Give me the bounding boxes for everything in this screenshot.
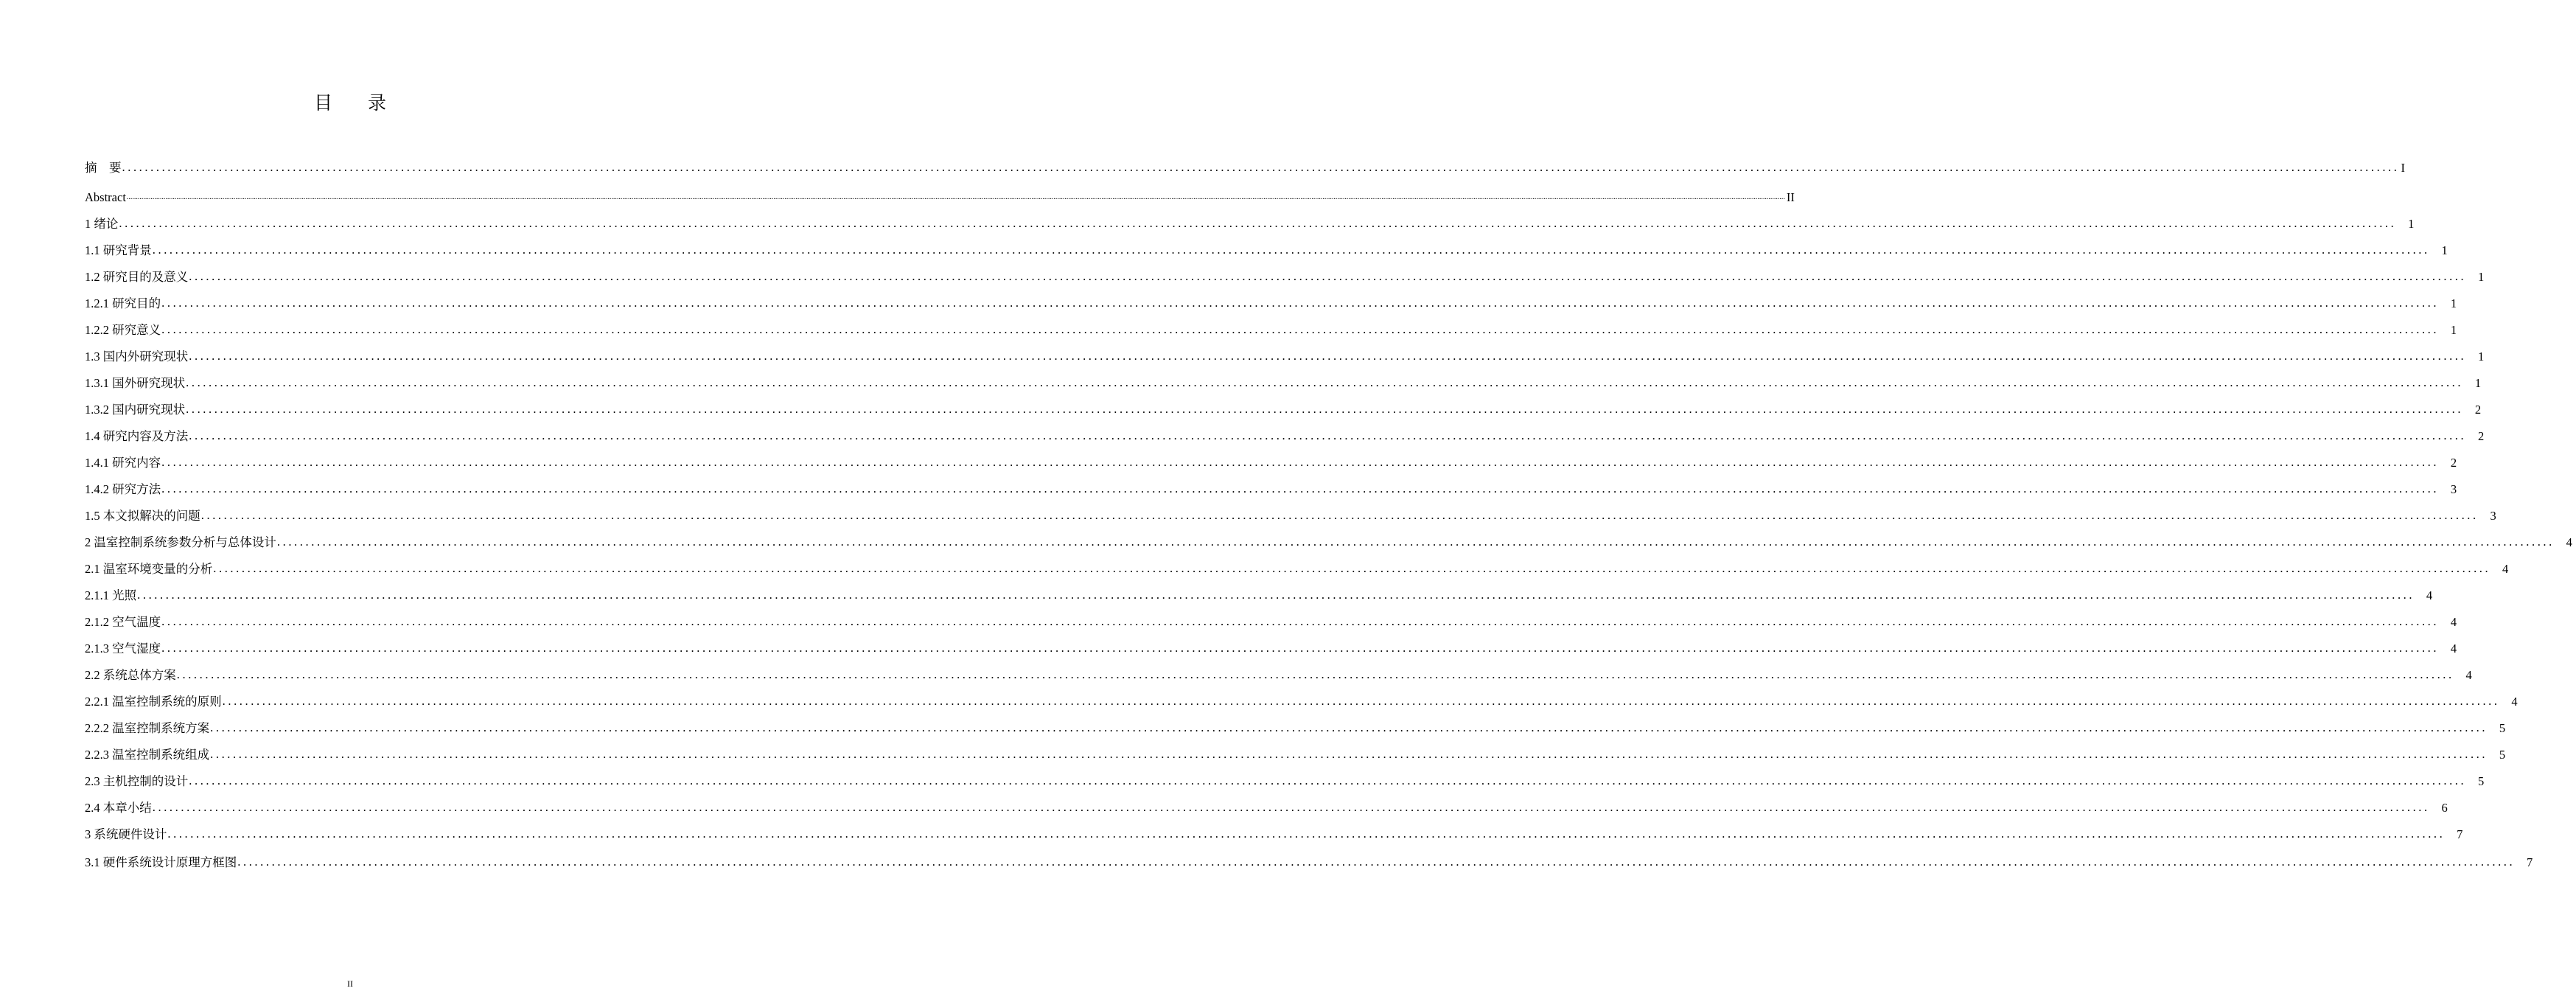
toc-dot-leader: ................................................................................................................................................................................................................................................................................................................................................................................................................ — [152, 243, 2430, 257]
toc-dot-leader: ................................................................................................................................................................................................................................................................................................................................................................................................................ — [152, 800, 2430, 814]
toc-entry-page-number: 2 — [2474, 403, 2482, 417]
toc-entry-page-number: 5 — [2499, 721, 2506, 735]
toc-entry[interactable] — [85, 183, 1795, 205]
toc-entry-page-number: 4 — [2465, 668, 2472, 682]
toc-dot-leader: ................................................................................................................................................................................................................................................................................................................................................................................................................ — [186, 402, 2464, 416]
toc-entry-label: 1.4.2 研究方法 — [85, 482, 161, 496]
toc-entry-page-number: 4 — [2502, 562, 2509, 576]
toc-title: 目 录 — [314, 92, 401, 114]
toc-entry-page-number: 4 — [2511, 695, 2518, 709]
toc-entry[interactable] — [85, 395, 2482, 417]
toc-entry[interactable] — [85, 608, 2457, 630]
toc-entry-label: 2.1.3 空气湿度 — [85, 641, 161, 656]
toc-dot-leader: ................................................................................................................................................................................................................................................................................................................................................................................................................ — [189, 773, 2467, 787]
toc-entry-label: 1.3.2 国内研究现状 — [85, 403, 186, 417]
toc-entry-page-number: 7 — [2527, 855, 2533, 869]
toc-entry-label: 1.4 研究内容及方法 — [85, 429, 189, 443]
toc-entry-label: 1.4.1 研究内容 — [85, 456, 161, 470]
toc-entry[interactable] — [85, 528, 2572, 550]
toc-entry-page-number: 1 — [2408, 217, 2415, 231]
toc-entry-label: 3 系统硬件设计 — [85, 827, 167, 841]
toc-entry-label: 1.3 国内外研究现状 — [85, 350, 189, 364]
toc-dot-leader: ................................................................................................................................................................................................................................................................................................................................................................................................................ — [119, 216, 2397, 230]
toc-entry-page-number: 3 — [2490, 509, 2496, 523]
toc-dot-leader: ................................................................................................................................................................................................................................................................................................................................................................................................................ — [137, 588, 2415, 602]
toc-entry-page-number: 6 — [2441, 801, 2448, 815]
toc-entry-label: 1.3.1 国外研究现状 — [85, 376, 186, 390]
toc-entry-page-number: 5 — [2499, 748, 2506, 762]
toc-entry-label: 2.1 温室环境变量的分析 — [85, 562, 213, 576]
toc-dot-leader: ................................................................................................................................................................................................................................................................................................................................................................................................................ — [189, 269, 2467, 283]
toc-entry[interactable] — [85, 634, 2457, 656]
toc-entry[interactable] — [85, 554, 2509, 577]
toc-entry-page-number: 1 — [2450, 323, 2457, 337]
toc-entry-page-number: 1 — [2441, 243, 2448, 257]
toc-entry[interactable] — [85, 767, 2485, 789]
toc-entry-label: 3.1 硬件系统设计原理方框图 — [85, 855, 237, 869]
toc-entry[interactable] — [85, 820, 2463, 842]
toc-dot-leader: ................................................................................................................................................................................................................................................................................................................................................................................................................ — [161, 455, 2440, 469]
toc-entry[interactable] — [85, 740, 2506, 762]
toc-entry-label: 2.2.1 温室控制系统的原则 — [85, 695, 222, 709]
toc-entry[interactable] — [85, 661, 2472, 683]
toc-entry[interactable] — [85, 581, 2433, 603]
toc-entry[interactable] — [85, 289, 2457, 311]
toc-entry-label: Abstract — [85, 190, 126, 204]
toc-entry-label: 2.2.3 温室控制系统组成 — [85, 748, 210, 762]
toc-entry-label: 2.2 系统总体方案 — [85, 668, 176, 682]
toc-entry-page-number: 2 — [2450, 456, 2457, 470]
toc-entry-label: 1.2.1 研究目的 — [85, 296, 161, 310]
toc-dot-leader: ................................................................................................................................................................................................................................................................................................................................................................................................................ — [167, 827, 2446, 841]
toc-dot-leader: ................................................................................................................................................................................................................................................................................................................................................................................................................ — [276, 535, 2555, 549]
toc-dot-leader: ................................................................................................................................................................................................................................................................................................................................................................................................................ — [176, 667, 2454, 681]
toc-entry[interactable] — [85, 714, 2506, 736]
toc-entry-label: 摘 要 — [85, 161, 122, 175]
toc-dot-leader: ................................................................................................................................................................................................................................................................................................................................................................................................................ — [189, 428, 2467, 442]
toc-entry-page-number: 2 — [2478, 429, 2485, 443]
toc-dot-leader: ................................................................................................................................................................................................................................................................................................................................................................................................................ — [189, 349, 2467, 363]
toc-entry-label: 2.2.2 温室控制系统方案 — [85, 721, 210, 735]
toc-entry[interactable] — [85, 422, 2485, 444]
toc-dot-leader: ................................................................................................................................................................................................................................................................................................................................................................................................................ — [210, 747, 2488, 761]
toc-entry-page-number: 4 — [2566, 535, 2572, 549]
toc-entry[interactable] — [85, 848, 2533, 870]
toc-entry[interactable] — [85, 687, 2518, 709]
toc-entry[interactable] — [85, 448, 2457, 470]
toc-entry[interactable] — [85, 209, 2415, 232]
toc-dot-leader: ................................................................................................................................................................................................................................................................................................................................................................................................................ — [213, 561, 2491, 575]
toc-entry-label: 1.2 研究目的及意义 — [85, 270, 189, 284]
toc-entry[interactable] — [85, 316, 2457, 338]
toc-entry[interactable] — [85, 262, 2485, 285]
toc-entry-label: 1.5 本文拟解决的问题 — [85, 509, 200, 523]
toc-entry[interactable] — [85, 369, 2482, 391]
toc-entry-page-number: 4 — [2450, 615, 2457, 629]
toc-entry-label: 2.1.2 空气温度 — [85, 615, 161, 629]
toc-dot-leader: ................................................................................................................................................................................................................................................................................................................................................................................................................ — [222, 694, 2500, 708]
toc-entry-label: 2.3 主机控制的设计 — [85, 774, 189, 788]
toc-entry-page-number: I — [2401, 161, 2405, 175]
toc-entry-label: 2.1.1 光照 — [85, 588, 137, 602]
toc-entry[interactable] — [85, 501, 2496, 524]
toc-dot-leader: ................................................................................................................................................................................................................................................................................................................................................................................................................ — [210, 720, 2488, 734]
toc-entry-label: 1 绪论 — [85, 217, 119, 231]
toc-entry-label: 1.1 研究背景 — [85, 243, 152, 257]
toc-entry-label: 2 温室控制系统参数分析与总体设计 — [85, 535, 276, 549]
toc-dot-leader: ................................................................................................................................................................................................................................................................................................................................................................................................................ — [186, 375, 2464, 389]
toc-entry-page-number: II — [1786, 190, 1795, 204]
toc-entry-page-number: 5 — [2478, 774, 2485, 788]
toc-entry-page-number: 4 — [2426, 588, 2433, 602]
toc-dot-leader: ................................................................................................................................................................................................................................................................................................................................................................................................................ — [161, 614, 2440, 628]
toc-entry-page-number: 1 — [2474, 376, 2482, 390]
toc-entry[interactable] — [85, 793, 2448, 816]
toc-entry[interactable] — [85, 342, 2485, 364]
toc-entry-page-number: 7 — [2457, 827, 2463, 841]
page-number-footer: II — [347, 978, 353, 989]
toc-dot-leader: ................................................................................................................................................................................................................................................................................................................................................................................................................ — [161, 641, 2440, 655]
toc-dot-leader: ................................................................................................................................................................................................................................................................................................................................................................................................................ — [161, 481, 2440, 496]
toc-entry[interactable] — [85, 236, 2448, 258]
toc-dot-leader: ................................................................................................................................................................................................................................................................................................................................................................................................................ — [200, 508, 2479, 522]
toc-dot-leader: ................................................................................................................................................................................................................................................................................................................................................................................................................ — [122, 160, 2400, 174]
toc-entry-label: 2.4 本章小结 — [85, 801, 152, 815]
toc-entry-label: 1.2.2 研究意义 — [85, 323, 161, 337]
toc-entry[interactable] — [85, 475, 2457, 497]
toc-entry-page-number: 1 — [2450, 296, 2457, 310]
toc-dot-leader: .................................................................................................................................................................................................................................................................................................................................................................................................................................................................................................................................................................................................................................................................................................................................................................................................................................................................................................................................... — [126, 193, 1785, 201]
toc-entry-page-number: 1 — [2478, 350, 2485, 364]
toc-dot-leader: ................................................................................................................................................................................................................................................................................................................................................................................................................ — [237, 855, 2516, 869]
toc-dot-leader: ................................................................................................................................................................................................................................................................................................................................................................................................................ — [161, 296, 2440, 310]
toc-dot-leader: ................................................................................................................................................................................................................................................................................................................................................................................................................ — [161, 322, 2440, 336]
toc-entry-page-number: 3 — [2450, 482, 2457, 496]
toc-entry[interactable] — [85, 153, 2405, 175]
toc-entry-page-number: 4 — [2450, 641, 2457, 656]
toc-entry-page-number: 1 — [2478, 270, 2485, 284]
